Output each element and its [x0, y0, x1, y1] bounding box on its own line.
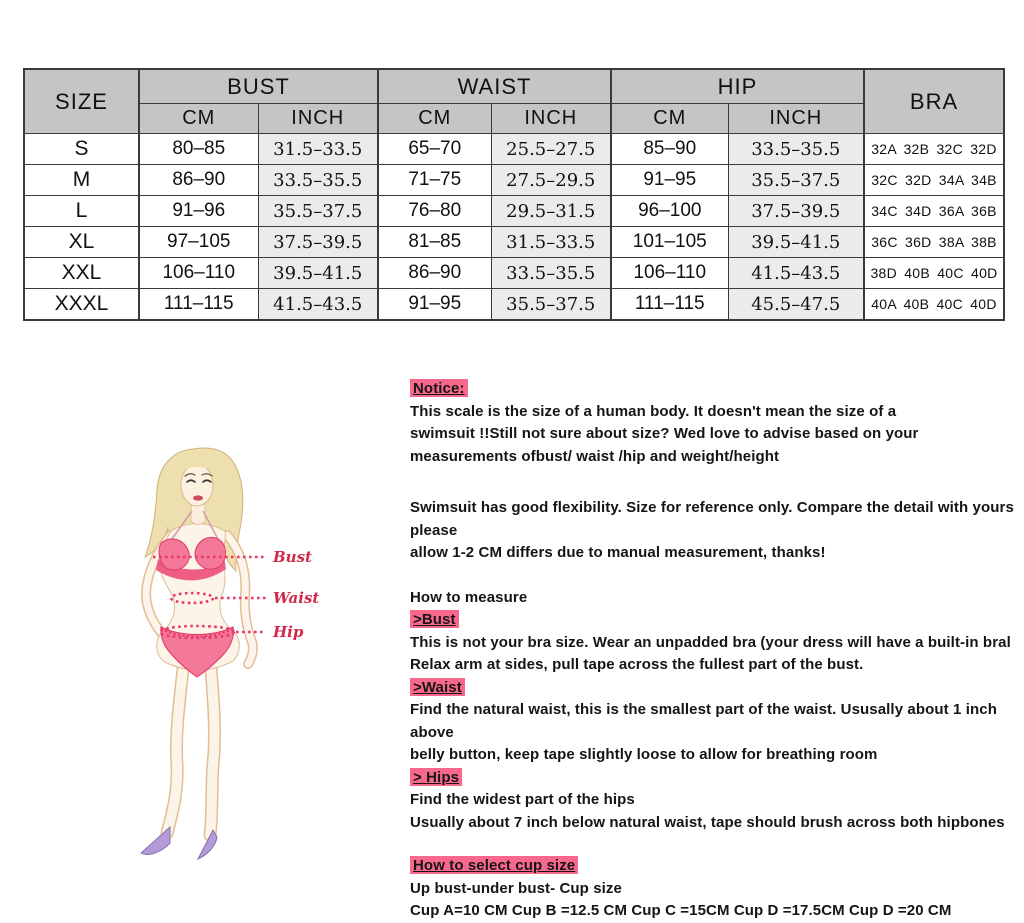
unit-header-waist-cm: CM — [378, 104, 491, 134]
hips-line-1: Find the widest part of the hips — [410, 791, 635, 808]
notice-line-2: swimsuit !!Still not sure about size? Wed love to advise based on your — [410, 425, 919, 442]
cell-hip-inch: 45.5–47.5 — [728, 289, 864, 321]
cell-size: L — [24, 196, 139, 227]
cell-hip-cm: 96–100 — [611, 196, 728, 227]
cell-size: XXXL — [24, 289, 139, 321]
cell-bra: 34C 34D 36A 36B — [864, 196, 1004, 227]
cell-bust-cm: 106–110 — [139, 258, 258, 289]
cell-bust-cm: 97–105 — [139, 227, 258, 258]
flexibility-line-1: Swimsuit has good flexibility. Size for reference only. Compare the detail with yours please — [410, 499, 1014, 539]
cell-hip-inch: 33.5–35.5 — [728, 134, 864, 165]
cell-size: XL — [24, 227, 139, 258]
cell-waist-inch: 29.5–31.5 — [491, 196, 611, 227]
size-row-xxxl — [24, 289, 1004, 321]
group-header-row — [24, 69, 1004, 104]
cell-bust-inch: 35.5–37.5 — [258, 196, 378, 227]
notice-line-1: This scale is the size of a human body. It doesn't mean the size of a — [410, 402, 897, 420]
size-row-xxl — [24, 258, 1004, 289]
size-row-l — [24, 196, 1004, 227]
cup-size-heading: How to select cup size — [410, 856, 578, 874]
col-header-size: SIZE — [24, 69, 139, 134]
unit-header-waist-inch: INCH — [491, 104, 611, 134]
col-header-waist: WAIST — [378, 69, 611, 104]
cell-hip-inch: 41.5–43.5 — [728, 258, 864, 289]
cell-hip-inch: 35.5–37.5 — [728, 165, 864, 196]
cell-waist-inch: 35.5–37.5 — [491, 289, 611, 321]
hips-section-heading: > Hips — [410, 768, 462, 786]
size-row-m — [24, 165, 1004, 196]
cell-waist-cm: 81–85 — [378, 227, 491, 258]
cell-bust-inch: 41.5–43.5 — [258, 289, 378, 321]
cell-bra: 32A 32B 32C 32D — [864, 134, 1004, 165]
figure-left-shoe — [141, 827, 170, 854]
cell-hip-cm: 85–90 — [611, 134, 728, 165]
cell-bust-inch: 37.5–39.5 — [258, 227, 378, 258]
cell-waist-cm: 91–95 — [378, 289, 491, 321]
size-row-xl — [24, 227, 1004, 258]
unit-header-bust-cm: CM — [139, 104, 258, 134]
cell-hip-cm: 111–115 — [611, 289, 728, 321]
waist-label: Waist — [273, 589, 320, 607]
flexibility-line-2: allow 1-2 CM differs due to manual measurement, thanks! — [410, 544, 826, 561]
cell-waist-inch: 31.5–33.5 — [491, 227, 611, 258]
cell-bust-inch: 39.5–41.5 — [258, 258, 378, 289]
how-to-measure-heading: How to measure — [410, 588, 528, 606]
cell-hip-cm: 101–105 — [611, 227, 728, 258]
cell-waist-cm: 65–70 — [378, 134, 491, 165]
figure-bikini-bottom — [161, 627, 234, 677]
cell-waist-inch: 33.5–35.5 — [491, 258, 611, 289]
cell-bra: 32C 32D 34A 34B — [864, 165, 1004, 196]
cell-size: XXL — [24, 258, 139, 289]
cell-hip-inch: 37.5–39.5 — [728, 196, 864, 227]
cell-waist-inch: 25.5–27.5 — [491, 134, 611, 165]
cell-bust-cm: 80–85 — [139, 134, 258, 165]
cell-bust-inch: 33.5–35.5 — [258, 165, 378, 196]
unit-header-bust-inch: INCH — [258, 104, 378, 134]
waist-line-2: belly button, keep tape slightly loose to allow for breathing room — [410, 746, 878, 763]
bust-line-2: Relax arm at sides, pull tape across the fullest part of the bust. — [410, 656, 864, 673]
cell-bra: 38D 40B 40C 40D — [864, 258, 1004, 289]
waist-section-heading: >Waist — [410, 678, 465, 696]
cell-bust-cm: 91–96 — [139, 196, 258, 227]
cup-line-1: Up bust-under bust- Cup size — [410, 879, 622, 897]
cell-size: M — [24, 165, 139, 196]
col-header-bust: BUST — [139, 69, 378, 104]
figure-right-leg — [210, 669, 214, 835]
cell-bra: 40A 40B 40C 40D — [864, 289, 1004, 321]
notice-heading: Notice: — [410, 379, 468, 397]
cell-waist-inch: 27.5–29.5 — [491, 165, 611, 196]
size-chart — [23, 68, 1005, 321]
cell-hip-cm: 91–95 — [611, 165, 728, 196]
size-row-s — [24, 134, 1004, 165]
cell-bra: 36C 36D 38A 38B — [864, 227, 1004, 258]
col-header-bra: BRA — [864, 69, 1004, 134]
bust-section-heading: >Bust — [410, 610, 459, 628]
unit-header-hip-inch: INCH — [728, 104, 864, 134]
figure-left-leg — [167, 669, 183, 833]
unit-header-hip-cm: CM — [611, 104, 728, 134]
figure-illustration — [95, 443, 425, 873]
waist-line-1: Find the natural waist, this is the smallest part of the waist. Ususally about 1 inch above — [410, 701, 997, 741]
cell-bust-inch: 31.5–33.5 — [258, 134, 378, 165]
cup-line-2: Cup A=10 CM Cup B =12.5 CM Cup C =15CM Cup D =17.5CM Cup D =20 CM — [410, 902, 952, 919]
hip-label: Hip — [273, 623, 304, 641]
unit-header-row — [24, 104, 1004, 134]
notice-line-3: measurements ofbust/ waist /hip and weight/height — [410, 447, 780, 465]
size-chart-table — [23, 68, 1005, 321]
figure-lips — [193, 495, 203, 500]
cell-waist-cm: 86–90 — [378, 258, 491, 289]
col-header-hip: HIP — [611, 69, 864, 104]
cell-hip-cm: 106–110 — [611, 258, 728, 289]
measurement-notes — [410, 378, 1024, 923]
cell-bust-cm: 111–115 — [139, 289, 258, 321]
measurement-figure — [95, 443, 425, 873]
bust-label: Bust — [273, 548, 312, 566]
bust-line-1: This is not your bra size. Wear an unpadded bra (your dress will have a built-in bral — [410, 633, 1011, 651]
cell-waist-cm: 71–75 — [378, 165, 491, 196]
cell-waist-cm: 76–80 — [378, 196, 491, 227]
cell-bust-cm: 86–90 — [139, 165, 258, 196]
hips-line-2: Usually about 7 inch below natural waist, tape should brush across both hipbones — [410, 813, 1005, 831]
cell-size: S — [24, 134, 139, 165]
cell-hip-inch: 39.5–41.5 — [728, 227, 864, 258]
